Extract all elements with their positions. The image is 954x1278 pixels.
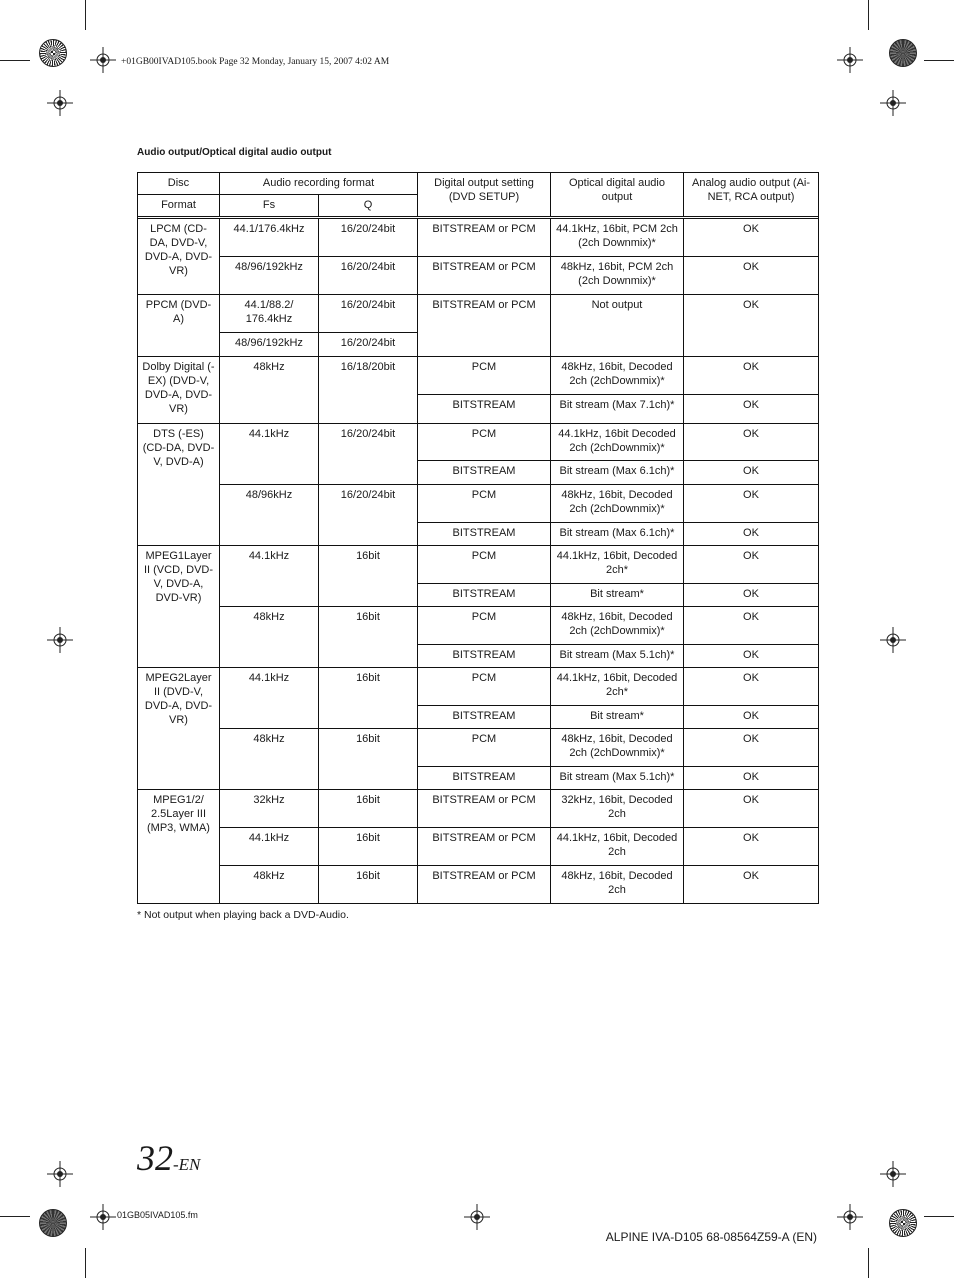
fs-cell: 48kHz [220, 729, 319, 790]
crosshair-icon [47, 90, 73, 116]
registration-rosette-icon [39, 1209, 67, 1237]
optical-cell: Bit stream* [551, 584, 684, 607]
q-cell: 16bit [319, 668, 418, 729]
fs-cell: 44.1/88.2/ 176.4kHz [220, 295, 319, 333]
q-cell: 16bit [319, 729, 418, 790]
q-cell: 16/18/20bit [319, 357, 418, 424]
fs-cell: 48kHz [220, 607, 319, 668]
header-q: Q [319, 195, 418, 217]
q-cell: 16bit [319, 790, 418, 828]
digital-cell: BITSTREAM or PCM [418, 866, 551, 904]
optical-cell: 48kHz, 16bit, Decoded 2ch (2chDownmix)* [551, 607, 684, 645]
crop-line [0, 60, 30, 61]
table-row [138, 790, 819, 828]
table-row [138, 424, 819, 461]
header-format: Format [138, 195, 220, 217]
optical-cell: 44.1kHz, 16bit, Decoded 2ch* [551, 668, 684, 706]
fs-cell: 32kHz [220, 790, 319, 828]
analog-cell: OK [684, 729, 819, 767]
optical-cell: 44.1kHz, 16bit, PCM 2ch (2ch Downmix)* [551, 219, 684, 257]
table-row [138, 866, 819, 904]
digital-cell: BITSTREAM [418, 706, 551, 729]
analog-cell: OK [684, 828, 819, 866]
header-recording-format: Audio recording format [220, 173, 418, 195]
table-header-row [138, 173, 819, 195]
q-cell: 16/20/24bit [319, 219, 418, 257]
digital-cell: PCM [418, 485, 551, 523]
analog-cell: OK [684, 584, 819, 607]
registration-rosette-icon [889, 1209, 917, 1237]
table-row [138, 729, 819, 767]
analog-cell: OK [684, 607, 819, 645]
analog-cell: OK [684, 767, 819, 790]
optical-cell: 44.1kHz, 16bit Decoded 2ch (2chDownmix)* [551, 424, 684, 461]
crosshair-icon [880, 1161, 906, 1187]
digital-cell: BITSTREAM [418, 767, 551, 790]
crop-line [0, 1216, 30, 1217]
table-row [138, 219, 819, 257]
format-cell: LPCM (CD-DA, DVD-V, DVD-A, DVD-VR) [138, 219, 220, 295]
q-cell: 16/20/24bit [319, 333, 418, 357]
crop-line [85, 1248, 86, 1278]
registration-rosette-icon [39, 39, 67, 67]
q-cell: 16bit [319, 546, 418, 607]
q-cell: 16/20/24bit [319, 257, 418, 295]
table-row [138, 485, 819, 523]
analog-cell: OK [684, 485, 819, 523]
crosshair-icon [880, 90, 906, 116]
analog-cell: OK [684, 546, 819, 584]
digital-cell: BITSTREAM or PCM [418, 790, 551, 828]
q-cell: 16/20/24bit [319, 295, 418, 333]
optical-cell: 48kHz, 16bit, Decoded 2ch (2chDownmix)* [551, 357, 684, 395]
analog-cell: OK [684, 357, 819, 395]
audio-output-table [137, 172, 819, 904]
optical-cell: Bit stream (Max 7.1ch)* [551, 395, 684, 424]
header-analog-output: Analog audio output (Ai-NET, RCA output) [684, 173, 819, 217]
fs-cell: 48/96/192kHz [220, 333, 319, 357]
crosshair-icon [837, 47, 863, 73]
analog-cell: OK [684, 395, 819, 424]
digital-cell: PCM [418, 729, 551, 767]
header-digital-output: Digital output setting (DVD SETUP) [418, 173, 551, 217]
fs-cell: 44.1kHz [220, 424, 319, 485]
analog-cell: OK [684, 461, 819, 485]
optical-cell: Bit stream (Max 6.1ch)* [551, 523, 684, 546]
analog-cell: OK [684, 668, 819, 706]
fs-cell: 48/96/192kHz [220, 257, 319, 295]
optical-cell: 44.1kHz, 16bit, Decoded 2ch* [551, 546, 684, 584]
analog-cell: OK [684, 295, 819, 357]
optical-cell: Bit stream* [551, 706, 684, 729]
table-row [138, 668, 819, 706]
digital-cell: BITSTREAM or PCM [418, 295, 551, 357]
optical-cell: Bit stream (Max 5.1ch)* [551, 767, 684, 790]
crop-line [868, 1248, 869, 1278]
footnote: * Not output when playing back a DVD-Audio. [137, 909, 349, 921]
crosshair-icon [90, 47, 116, 73]
fs-cell: 44.1kHz [220, 668, 319, 729]
footer-filename: 01GB05IVAD105.fm [117, 1210, 198, 1220]
table-row [138, 828, 819, 866]
digital-cell: PCM [418, 424, 551, 461]
table-row [138, 257, 819, 295]
format-cell: Dolby Digital (-EX) (DVD-V, DVD-A, DVD-VR) [138, 357, 220, 424]
fs-cell: 48/96kHz [220, 485, 319, 546]
q-cell: 16/20/24bit [319, 485, 418, 546]
page-number-value: 32 [137, 1138, 173, 1178]
crosshair-icon [47, 627, 73, 653]
crosshair-icon [47, 1161, 73, 1187]
crop-line [924, 60, 954, 61]
optical-cell: 48kHz, 16bit, PCM 2ch (2ch Downmix)* [551, 257, 684, 295]
analog-cell: OK [684, 645, 819, 668]
analog-cell: OK [684, 424, 819, 461]
digital-cell: BITSTREAM [418, 523, 551, 546]
optical-cell: Bit stream (Max 5.1ch)* [551, 645, 684, 668]
optical-cell: 48kHz, 16bit, Decoded 2ch (2chDownmix)* [551, 729, 684, 767]
q-cell: 16/20/24bit [319, 424, 418, 485]
crosshair-icon [90, 1204, 116, 1230]
table-row [138, 607, 819, 645]
digital-cell: BITSTREAM or PCM [418, 828, 551, 866]
digital-cell: PCM [418, 607, 551, 645]
analog-cell: OK [684, 219, 819, 257]
digital-cell: PCM [418, 546, 551, 584]
optical-cell: 44.1kHz, 16bit, Decoded 2ch [551, 828, 684, 866]
digital-cell: BITSTREAM [418, 461, 551, 485]
format-cell: MPEG1/2/ 2.5Layer III (MP3, WMA) [138, 790, 220, 904]
page-number-suffix: -EN [173, 1155, 201, 1174]
analog-cell: OK [684, 790, 819, 828]
fs-cell: 48kHz [220, 357, 319, 424]
format-cell: MPEG2Layer II (DVD-V, DVD-A, DVD-VR) [138, 668, 220, 790]
book-header: +01GB00IVAD105.book Page 32 Monday, January 15, 2007 4:02 AM [121, 57, 390, 67]
q-cell: 16bit [319, 828, 418, 866]
format-cell: MPEG1Layer II (VCD, DVD-V, DVD-A, DVD-VR) [138, 546, 220, 668]
q-cell: 16bit [319, 607, 418, 668]
digital-cell: PCM [418, 357, 551, 395]
analog-cell: OK [684, 706, 819, 729]
fs-cell: 44.1kHz [220, 828, 319, 866]
digital-cell: BITSTREAM [418, 645, 551, 668]
table-row [138, 295, 819, 333]
digital-cell: BITSTREAM [418, 584, 551, 607]
analog-cell: OK [684, 866, 819, 904]
analog-cell: OK [684, 523, 819, 546]
crosshair-icon [837, 1204, 863, 1230]
format-cell: DTS (-ES) (CD-DA, DVD-V, DVD-A) [138, 424, 220, 546]
header-fs: Fs [220, 195, 319, 217]
optical-cell: Bit stream (Max 6.1ch)* [551, 461, 684, 485]
crosshair-icon [880, 627, 906, 653]
header-disc: Disc [138, 173, 220, 195]
optical-cell: 48kHz, 16bit, Decoded 2ch (2chDownmix)* [551, 485, 684, 523]
analog-cell: OK [684, 257, 819, 295]
crosshair-icon [464, 1204, 490, 1230]
q-cell: 16bit [319, 866, 418, 904]
optical-cell: 32kHz, 16bit, Decoded 2ch [551, 790, 684, 828]
digital-cell: BITSTREAM or PCM [418, 257, 551, 295]
fs-cell: 44.1/176.4kHz [220, 219, 319, 257]
table-row [138, 546, 819, 584]
table-row [138, 357, 819, 395]
crop-line [868, 0, 869, 30]
section-title: Audio output/Optical digital audio output [137, 147, 332, 158]
header-optical-output: Optical digital audio output [551, 173, 684, 217]
page-number [137, 1137, 200, 1179]
format-cell: PPCM (DVD-A) [138, 295, 220, 357]
digital-cell: BITSTREAM [418, 395, 551, 424]
fs-cell: 44.1kHz [220, 546, 319, 607]
optical-cell: Not output [551, 295, 684, 357]
registration-rosette-icon [889, 39, 917, 67]
fs-cell: 48kHz [220, 866, 319, 904]
digital-cell: BITSTREAM or PCM [418, 219, 551, 257]
footer-model: ALPINE IVA-D105 68-08564Z59-A (EN) [605, 1230, 817, 1244]
crop-line [85, 0, 86, 30]
crop-line [924, 1216, 954, 1217]
optical-cell: 48kHz, 16bit, Decoded 2ch [551, 866, 684, 904]
digital-cell: PCM [418, 668, 551, 706]
